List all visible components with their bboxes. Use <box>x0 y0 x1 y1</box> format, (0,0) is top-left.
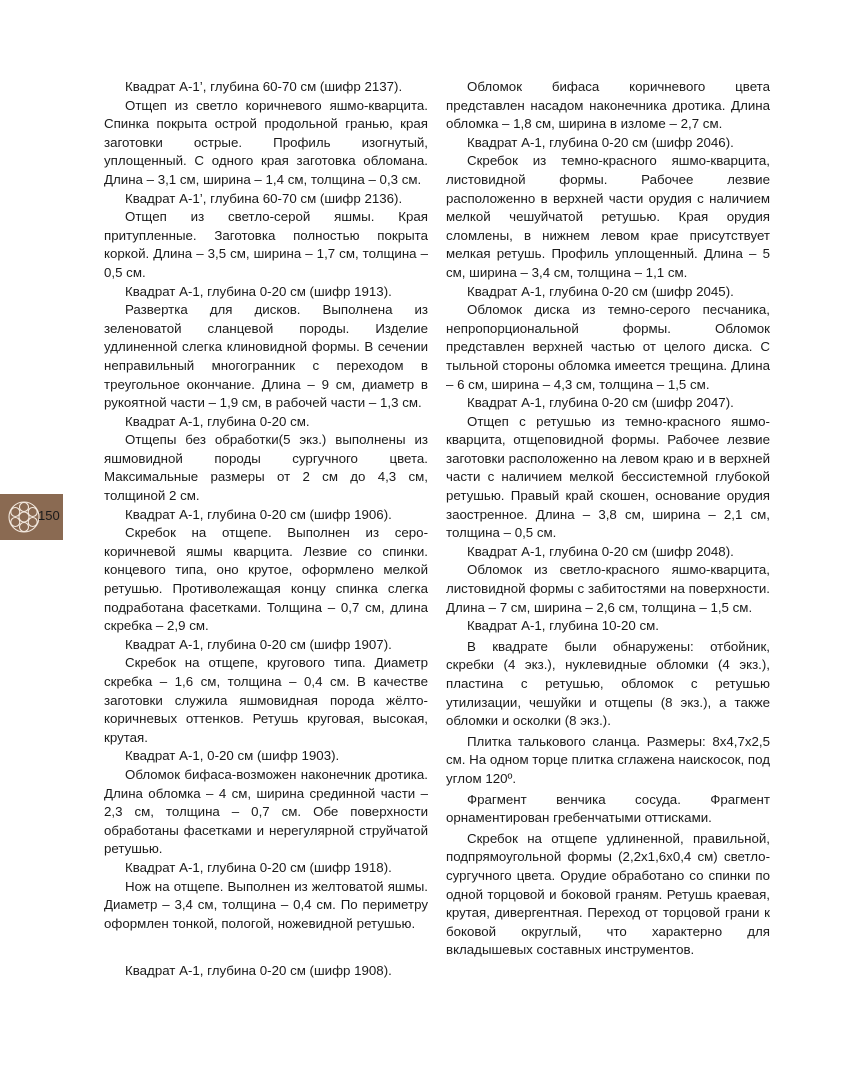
paragraph: Квадрат А-1, глубина 10-20 см. <box>467 618 659 634</box>
paragraph: Квадрат А-1’, глубина 60-70 см (шифр 2136). <box>125 190 403 206</box>
paragraph: Обломок диска из темно-серого песчаника, непропорциональной формы. Обломок представлен верхней частью от целого диска. С тыльной стороны обломка имеется трещина. Длина – 6 см, ширина – 4,3 см, толщина – 1,5 см. <box>446 302 770 392</box>
paragraph: Квадрат А-1, глубина 0-20 см (шифр 2047). <box>467 395 734 411</box>
paragraph: Квадрат А-1, глубина 0-20 см (шифр 2048). <box>467 543 734 559</box>
paragraph: Квадрат А-1, глубина 0-20 см (шифр 1918). <box>125 859 392 875</box>
paragraph: Квадрат А-1, глубина 0-20 см (шифр 1906). <box>125 506 392 522</box>
paragraph: Обломок бифаса-возможен наконечник дротика. Длина обломка – 4 см, ширина срединной части – 2,3 см, толщина – 0,7 см. Обе поверхности обработаны фасетками и нерегулярной струйчатой ретушью. <box>104 766 428 857</box>
paragraph: В квадрате были обнаружены: отбойник, скребки (4 экз.), нуклевидные обломки (4 экз.), пластина с ретушью, обломок с ретушью утилизации, чешуйки и отщепы (8 экз.), а также обломки и осколки (8 экз.). <box>446 638 770 729</box>
paragraph: Квадрат А-1, глубина 0-20 см (шифр 1913). <box>125 283 392 299</box>
paragraph: Фрагмент венчика сосуда. Фрагмент орнаментирован гребенчатыми оттисками. <box>446 791 770 826</box>
paragraph: Квадрат А-1, глубина 0-20 см (шифр 1907). <box>125 636 392 652</box>
paragraph: Отщепы без обработки(5 экз.) выполнены из яшмовидной породы сургучного цвета. Максимальные размеры от 2 см до 4,3 см, толщиной 2 см. <box>104 432 428 504</box>
left-column <box>104 78 428 978</box>
paragraph: Плитка талькового сланца. Размеры: 8х4,7х2,5 см. На одном торце плитка сглажена наискосок, под углом 120º. <box>446 733 770 786</box>
paragraph: Скребок из темно-красного яшмо-кварцита, листовидной формы. Рабочее лезвие расположенно в верхней части орудия с наличием мелкой чешуйчатой ретушью. Края орудия сломлены, в нижнем левом крае присутствует мелкая ретушь. Профиль уплощенный. Длина – 5 см, ширина – 3,4 см, толщина – 1,1 см. <box>446 153 770 280</box>
paragraph: Отщеп с ретушью из темно-красного яшмо-кварцита, отщеповидной формы. Рабочее лезвие заготовки расположенно на левом краю и в верхней части с наличием мелкой бессистемной глубокой ретушью. Правый край скошен, основание орудия заостренное. Длина – 3,8 см, ширина – 2,1 см, толщина – 0,5 см. <box>446 413 770 541</box>
paragraph: Квадрат А-1, глубина 0-20 см (шифр 2045). <box>467 283 734 299</box>
right-column <box>446 78 770 960</box>
paragraph: Обломок из светло-красного яшмо-кварцита, листовидной формы с забитостями на поверхности. Длина – 7 см, ширина – 2,6 см, толщина – 1,5 см. <box>446 562 770 615</box>
paragraph: Развертка для дисков. Выполнена из зеленоватой сланцевой породы. Изделие удлиненной слегка клиновидной формы. В сечении неправильный многогранник с переходом в треугольное окончание. Длина – 9 см, диаметр в рукоятной части – 1,9 см, в рабочей части – 1,3 см. <box>104 302 428 411</box>
paragraph: Квадрат А-1, глубина 0-20 см (шифр 1908). <box>125 963 392 978</box>
paragraph: Отщеп из светло-серой яшмы. Края притупленные. Заготовка полностью покрыта коркой. Длина – 3,5 см, ширина – 1,7 см, толщина – 0,5 см. <box>104 209 428 280</box>
paragraph: Квадрат А-1’, глубина 60-70 см (шифр 2137). <box>125 79 403 94</box>
paragraph: Квадрат А-1, глубина 0-20 см (шифр 2046). <box>467 134 734 150</box>
paragraph: Скребок на отщепе удлиненной, правильной, подпрямоугольной формы (2,2х1,6х0,4 см) светло-сургучного цвета. Орудие обработано со спинки по одной торцовой и боковой граням. Ретушь краевая, крутая, дивергентная. Переход от торцовой грани к боковой округлый, что характерно для вкладышевых составных инструментов. <box>446 830 770 958</box>
paragraph: Квадрат А-1, 0-20 см (шифр 1903). <box>125 748 340 764</box>
paragraph: Квадрат А-1, глубина 0-20 см. <box>125 413 310 429</box>
paragraph: Скребок на отщепе, кругового типа. Диаметр скребка – 1,6 см, толщина – 0,4 см. В качестве заготовки служила яшмовидная порода жёлто-коричневых оттенков. Ретушь круговая, высокая, крутая. <box>104 655 428 745</box>
paragraph: Обломок бифаса коричневого цвета представлен насадом наконечника дротика. Длина обломка – 1,8 см, ширина в изломе – 2,7 см. <box>446 79 770 132</box>
paragraph: Отщеп из светло коричневого яшмо-кварцита. Спинка покрыта острой продольной гранью, края заготовки острые. Профиль изогнутый, уплощенный. С одного края заготовка обломана. Длина – 3,1 см, ширина – 1,4 см, толщина – 0,3 см. <box>104 97 428 187</box>
paragraph: Скребок на отщепе. Выполнен из серо-коричневой яшмы кварцита. Лезвие со спинки. концевого типа, оно крутое, оформлено мелкой ретушью. Противолежащая концу спинка слегка подработана фасетками. Толщина – 0,7 см, длина скребка – 2,9 см. <box>104 525 428 634</box>
paragraph: Нож на отщепе. Выполнен из желтоватой яшмы. Диаметр – 3,4 см, толщина – 0,4 см. По периметру оформлен тонкой, пологой, ножевидной ретушью. <box>104 878 428 931</box>
page-number: 150 <box>38 508 60 523</box>
